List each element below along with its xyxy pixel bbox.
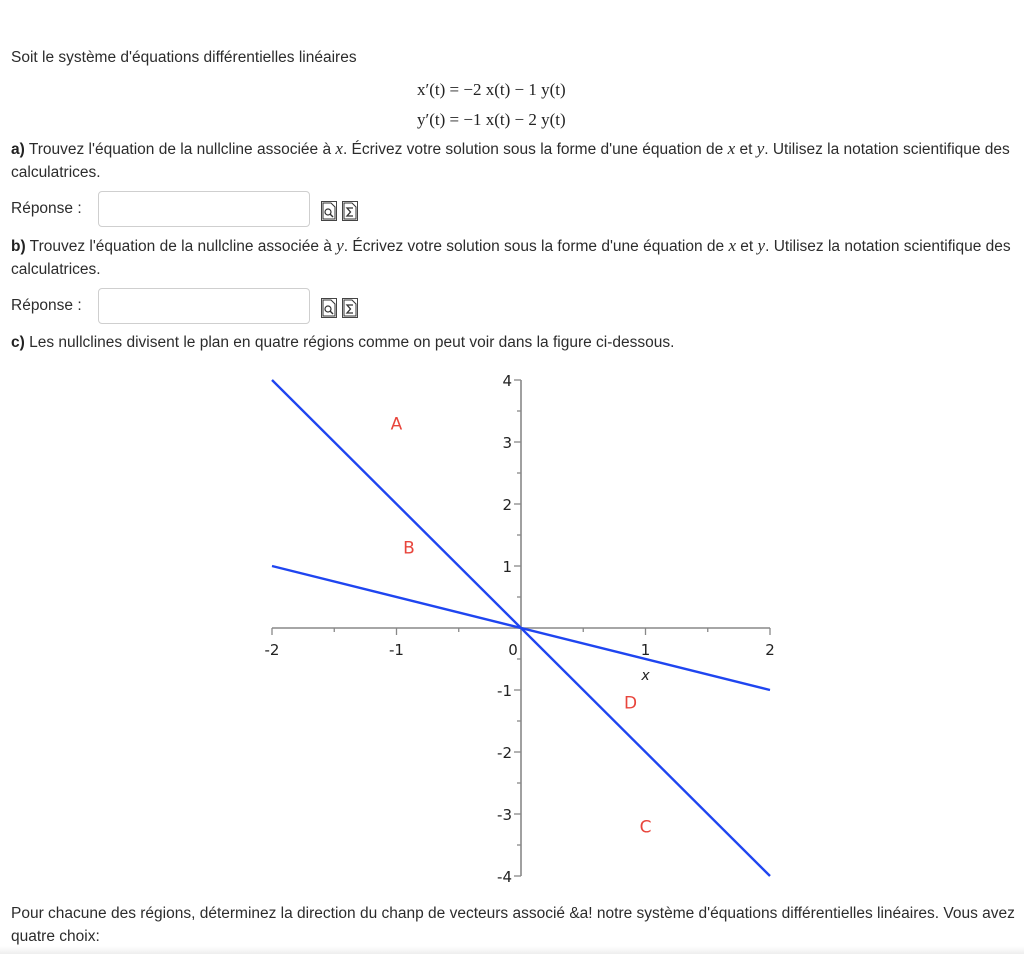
question-a-and: et bbox=[739, 141, 753, 158]
region-label-d: D bbox=[624, 693, 638, 714]
sigma-formula-icon bbox=[343, 299, 357, 317]
x-axis-label: x bbox=[641, 668, 650, 684]
x-tick-label: 0 bbox=[508, 641, 518, 659]
question-a-label: a) bbox=[11, 141, 25, 158]
region-label-a: A bbox=[390, 414, 403, 435]
instructions-text: Pour chacune des régions, déterminez la direction du chanp de vecteurs associé &a! notre système d'équations différentielles linéaires. Vous avez quatre choix: bbox=[11, 905, 1015, 945]
question-b-text: Trouvez l'équation de la nullcline associée à bbox=[29, 238, 332, 255]
y-tick-label: -4 bbox=[497, 868, 512, 886]
question-a-var2: y bbox=[756, 139, 765, 158]
x-tick-label: 1 bbox=[640, 641, 651, 659]
question-b-var2: y bbox=[757, 236, 766, 255]
question-c-text: Les nullclines divisent le plan en quatre régions comme on peut voir dans la figure ci-dessous. bbox=[29, 334, 675, 351]
question-b bbox=[11, 234, 1011, 281]
y-tick-label: -3 bbox=[497, 806, 512, 824]
question-b-label: b) bbox=[11, 238, 26, 255]
y-tick-label: 2 bbox=[502, 496, 512, 514]
region-label-b: B bbox=[403, 538, 415, 559]
preview-button-a[interactable] bbox=[321, 201, 337, 221]
y-tick-label: -1 bbox=[497, 682, 512, 700]
y-tick-label: 3 bbox=[502, 434, 512, 452]
intro-text: Soit le système d'équations différentielles linéaires bbox=[11, 49, 357, 66]
question-a-var: x bbox=[335, 139, 343, 158]
question-b-var1: x bbox=[728, 236, 736, 255]
response-b-input[interactable] bbox=[98, 288, 310, 324]
x-tick-label: -1 bbox=[389, 641, 404, 659]
question-a bbox=[11, 137, 1011, 184]
y-tick-label: 4 bbox=[502, 372, 512, 390]
region-label-c: C bbox=[639, 817, 652, 838]
formula-button-b[interactable] bbox=[342, 298, 358, 318]
question-a-text-after: . Écrivez votre solution sous la forme d'une équation de bbox=[342, 141, 724, 158]
y-tick-label: -2 bbox=[497, 744, 512, 762]
y-tick-label: 1 bbox=[502, 558, 512, 576]
x-tick-label: -2 bbox=[264, 641, 280, 659]
question-b-text-end: . Utilisez la notation scientifique des calculatrices. bbox=[11, 238, 1011, 278]
preview-equation-icon bbox=[322, 299, 336, 317]
sigma-formula-icon bbox=[343, 202, 357, 220]
nullcline-chart bbox=[0, 360, 1024, 890]
question-a-var1: x bbox=[727, 139, 736, 158]
preview-button-b[interactable] bbox=[321, 298, 337, 318]
response-a-input[interactable] bbox=[98, 191, 310, 227]
question-c-label: c) bbox=[11, 334, 25, 351]
question-c bbox=[11, 331, 1011, 354]
question-b-and: et bbox=[740, 238, 754, 255]
x-tick-label: 2 bbox=[765, 641, 775, 659]
question-b-text-after: . Écrivez votre solution sous la forme d'une équation de bbox=[343, 238, 725, 255]
preview-equation-icon bbox=[322, 202, 336, 220]
formula-button-a[interactable] bbox=[342, 201, 358, 221]
question-a-text: Trouvez l'équation de la nullcline associée à bbox=[28, 141, 332, 158]
question-b-var: y bbox=[336, 236, 344, 255]
equation-y: y′(t) = −1 x(t) − 2 y(t) bbox=[417, 110, 566, 129]
equation-x: x′(t) = −2 x(t) − 1 y(t) bbox=[417, 80, 566, 99]
response-b-label: Réponse : bbox=[11, 297, 82, 314]
page-bottom-edge bbox=[0, 946, 1024, 954]
response-a-label: Réponse : bbox=[11, 200, 82, 217]
question-a-text-end: . Utilisez la notation scientifique des calculatrices. bbox=[11, 141, 1010, 181]
